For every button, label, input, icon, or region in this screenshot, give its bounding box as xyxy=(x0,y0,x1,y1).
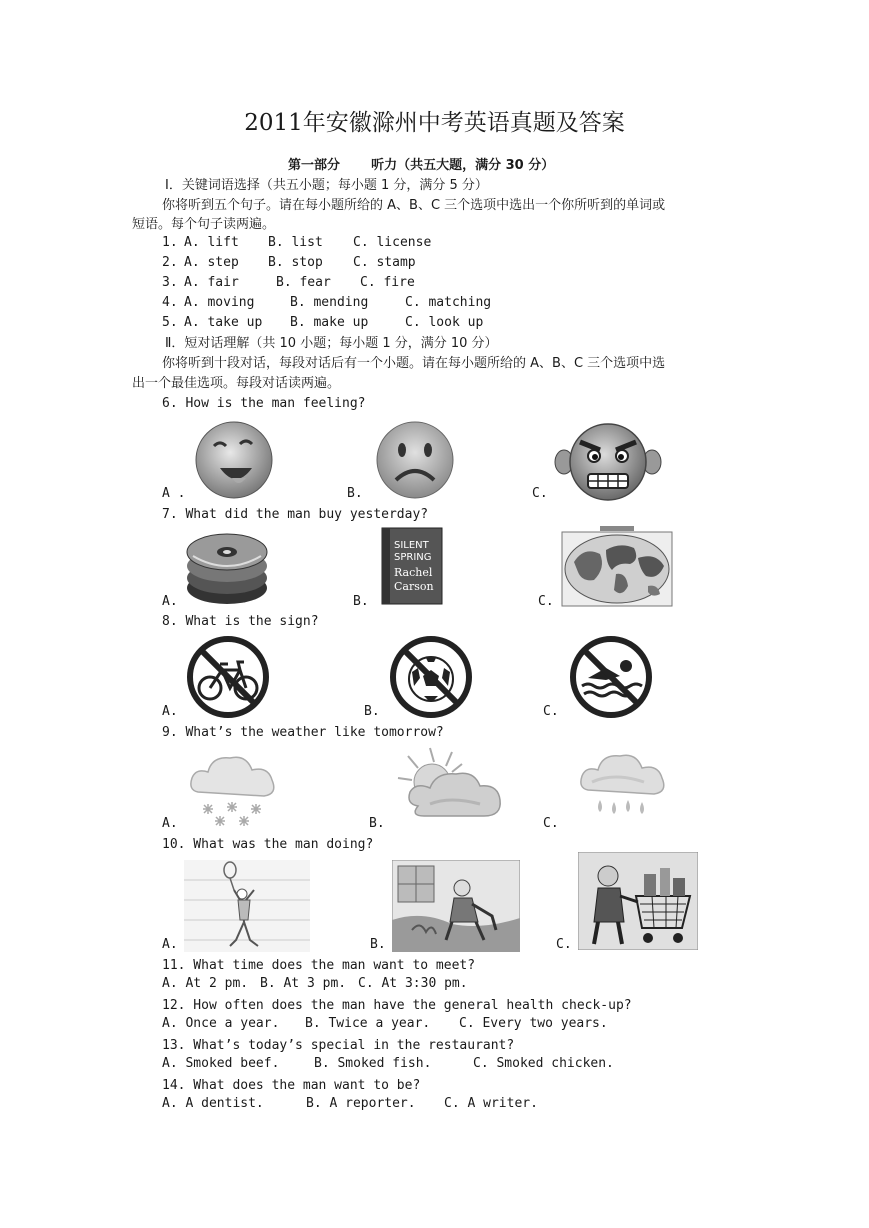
world-map-image xyxy=(560,524,674,608)
q11-option-b: B. At 3 pm. xyxy=(260,976,347,991)
page-title: 2011年安徽滁州中考英语真题及答案 xyxy=(244,110,625,136)
section1-title: Ⅰ．关键词语选择（共五小题；每小题 1 分，满分 5 分） xyxy=(165,178,488,193)
q4-option-b: B. mending xyxy=(290,295,369,310)
section2-instruction-1: 你将听到十段对话，每段对话后有一个小题。请在每小题所给的 A、B、C 三个选项中选 xyxy=(162,356,666,371)
cd-discs-image xyxy=(183,526,271,608)
q3-option-b: B. fear xyxy=(276,275,331,290)
q9-option-c: C. xyxy=(543,816,559,831)
q5-option-a: A. take up xyxy=(184,315,263,330)
question-8: 8. What is the sign? xyxy=(162,614,319,629)
q2-option-c: C. stamp xyxy=(353,255,416,270)
no-bicycle-sign-icon xyxy=(184,634,272,720)
question-4 xyxy=(162,295,491,310)
q11-options xyxy=(162,976,468,991)
happy-face-image xyxy=(190,418,280,500)
q6-option-b: B. xyxy=(347,486,363,501)
part1-listening: 听力 xyxy=(371,158,398,173)
q14-option-a: A. A dentist. xyxy=(162,1096,264,1111)
q3-option-c: C. fire xyxy=(360,275,415,290)
q10-option-a: A. xyxy=(162,937,178,952)
q6-option-c: C. xyxy=(532,486,548,501)
q13-option-a: A. Smoked beef. xyxy=(162,1056,280,1071)
q1-option-b: B. list xyxy=(268,235,323,250)
q14-option-c: C. A writer. xyxy=(444,1096,538,1111)
q1-option-c: C. license xyxy=(353,235,432,250)
rain-cloud-icon xyxy=(574,742,670,828)
angry-face-image xyxy=(552,418,664,502)
question-9: 9. What’s the weather like tomorrow? xyxy=(162,725,444,740)
section2-title: Ⅱ．短对话理解（共 10 小题；每小题 1 分，满分 10 分） xyxy=(165,336,498,351)
section1-instruction-2: 短语。每个句子读两遍。 xyxy=(132,217,276,232)
part1-score: （共五大题，满分 30 分） xyxy=(397,158,555,173)
snow-cloud-icon xyxy=(184,744,280,830)
q4-option-c: C. matching xyxy=(405,295,492,310)
q13-options xyxy=(162,1056,614,1071)
q12-option-a: A. Once a year. xyxy=(162,1016,280,1031)
book-author-line-2: Carson xyxy=(394,580,434,593)
question-3 xyxy=(162,275,415,290)
question-13: 13. What’s today’s special in the restaurant? xyxy=(162,1038,515,1053)
q5-option-b: B. make up xyxy=(290,315,369,330)
q10-option-b: B. xyxy=(370,937,386,952)
q14-option-b: B. A reporter. xyxy=(306,1096,416,1111)
question-12: 12. How often does the man have the general health check-up? xyxy=(162,998,632,1013)
book-title-line-2: SPRING xyxy=(394,552,432,563)
q5-number: 5. xyxy=(162,315,178,330)
q9-option-b: B. xyxy=(369,816,385,831)
q2-option-b: B. stop xyxy=(268,255,323,270)
q9-option-a: A. xyxy=(162,816,178,831)
q8-option-b: B. xyxy=(364,704,380,719)
q8-option-c: C. xyxy=(543,704,559,719)
no-football-sign-icon xyxy=(386,634,476,720)
section2-instruction-2: 出一个最佳选项。每段对话读两遍。 xyxy=(132,376,341,391)
gardening-image xyxy=(392,860,520,952)
shopping-cart-image xyxy=(578,852,698,950)
q12-options xyxy=(162,1016,608,1031)
sun-behind-cloud-icon xyxy=(390,744,508,830)
q11-option-a: A. At 2 pm. xyxy=(162,976,249,991)
q13-option-b: B. Smoked fish. xyxy=(314,1056,432,1071)
question-2 xyxy=(162,255,416,270)
book-author-line-1: Rachel xyxy=(394,566,433,579)
part1-header xyxy=(288,156,554,176)
q10-option-c: C. xyxy=(556,937,572,952)
no-swimming-sign-icon xyxy=(566,634,656,720)
q5-option-c: C. look up xyxy=(405,315,484,330)
q7-option-a: A. xyxy=(162,594,178,609)
question-14: 14. What does the man want to be? xyxy=(162,1078,421,1093)
question-11: 11. What time does the man want to meet? xyxy=(162,958,476,973)
question-5 xyxy=(162,315,483,330)
part1-label: 第一部分 xyxy=(288,158,341,173)
q7-option-c: C. xyxy=(538,594,554,609)
q3-number: 3. xyxy=(162,275,178,290)
question-7: 7. What did the man buy yesterday? xyxy=(162,507,429,522)
q1-number: 1. xyxy=(162,235,178,250)
book-title-line-1: SILENT xyxy=(394,540,429,551)
q2-number: 2. xyxy=(162,255,178,270)
q12-option-c: C. Every two years. xyxy=(459,1016,608,1031)
q3-option-a: A. fair xyxy=(184,275,239,290)
q14-options xyxy=(162,1096,538,1111)
q1-option-a: A. lift xyxy=(184,235,239,250)
q11-option-c: C. At 3:30 pm. xyxy=(358,976,468,991)
section1-instruction-1: 你将听到五个句子。请在每小题所给的 A、B、C 三个选项中选出一个你所听到的单词或 xyxy=(162,198,666,213)
question-1 xyxy=(162,235,431,250)
sad-face-image xyxy=(368,418,462,500)
q4-option-a: A. moving xyxy=(184,295,255,310)
q6-option-a: A . xyxy=(162,486,186,501)
playing-tennis-image xyxy=(184,860,310,952)
question-6: 6. How is the man feeling? xyxy=(162,396,366,411)
q2-option-a: A. step xyxy=(184,255,239,270)
question-10: 10. What was the man doing? xyxy=(162,837,374,852)
q8-option-a: A. xyxy=(162,704,178,719)
q13-option-c: C. Smoked chicken. xyxy=(473,1056,614,1071)
q4-number: 4. xyxy=(162,295,178,310)
book-image xyxy=(378,526,446,606)
q12-option-b: B. Twice a year. xyxy=(305,1016,431,1031)
q7-option-b: B. xyxy=(353,594,369,609)
